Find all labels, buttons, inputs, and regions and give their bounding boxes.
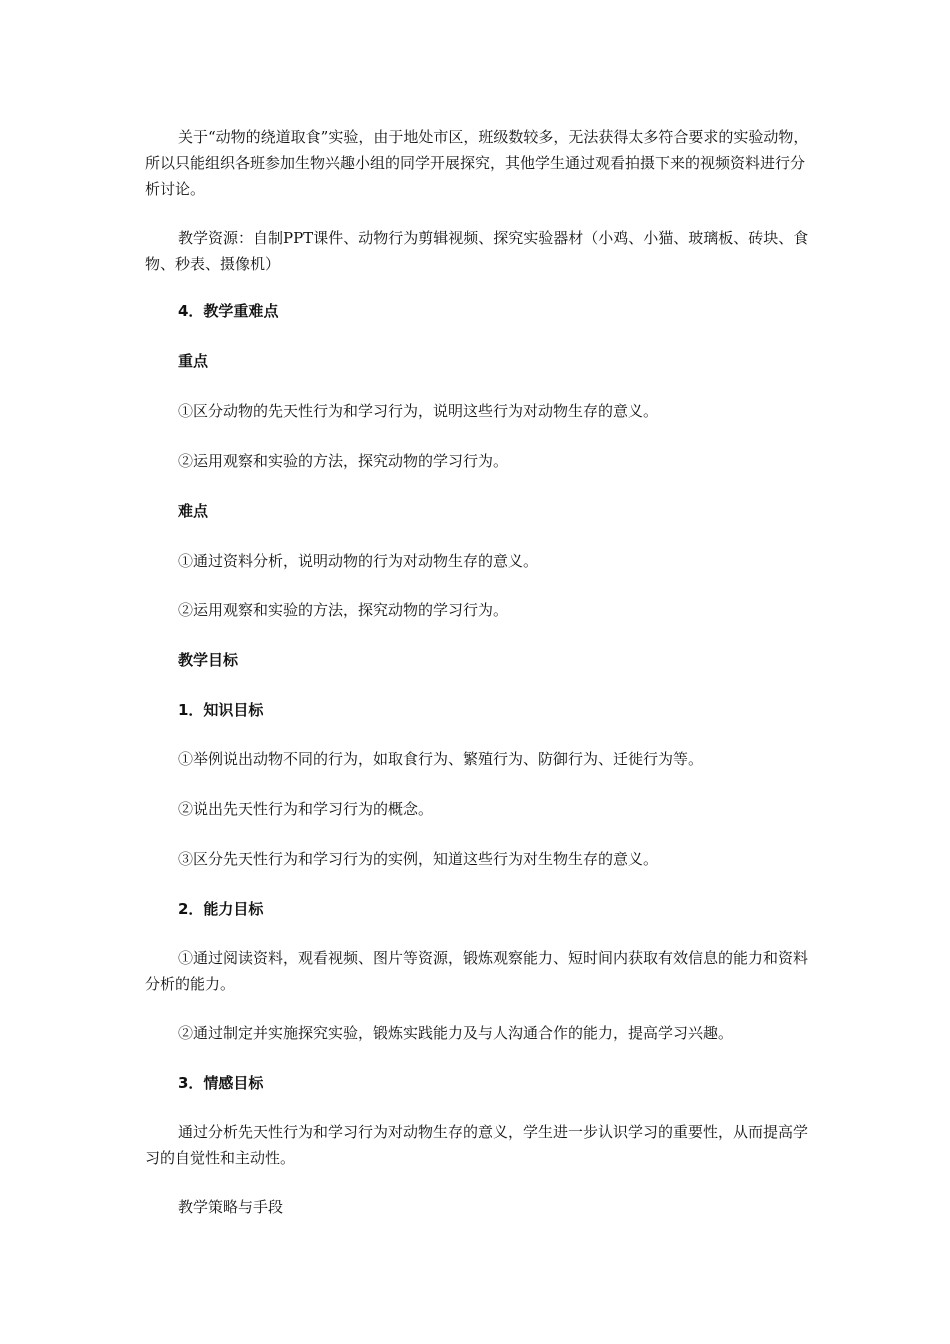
section-heading-key-difficult: 4．教学重难点	[178, 302, 279, 320]
subheading-emotion-goals: 3．情感目标	[178, 1074, 264, 1092]
knowledge-goal-3: ③区分先天性行为和学习行为的实例，知道这些行为对生物生存的意义。	[178, 850, 659, 868]
resources-paragraph: 教学资源：自制PPT课件、动物行为剪辑视频、探究实验器材（小鸡、小猫、玻璃板、砖块、食物、秒表、摄像机）	[145, 229, 809, 273]
subheading-difficult-points: 难点	[178, 502, 209, 520]
difficult-point-1: ①通过资料分析，说明动物的行为对动物生存的意义。	[178, 552, 539, 570]
subheading-key-points: 重点	[178, 352, 209, 370]
emotion-goal-paragraph: 通过分析先天性行为和学习行为对动物生存的意义，学生进一步认识学习的重要性，从而提高学习的自觉性和主动性。	[145, 1123, 809, 1167]
intro-paragraph: 关于“动物的绕道取食”实验，由于地处市区，班级数较多，无法获得太多符合要求的实验动物，所以只能组织各班参加生物兴趣小组的同学开展探究，其他学生通过观看拍摄下来的视频资料进行分析讨论。	[145, 128, 809, 198]
subheading-knowledge-goals: 1．知识目标	[178, 701, 264, 719]
ability-goal-2: ②通过制定并实施探究实验，锻炼实践能力及与人沟通合作的能力，提高学习兴趣。	[178, 1024, 734, 1042]
key-point-2: ②运用观察和实验的方法，探究动物的学习行为。	[178, 452, 509, 470]
knowledge-goal-1: ①举例说出动物不同的行为，如取食行为、繁殖行为、防御行为、迁徙行为等。	[178, 750, 704, 768]
section-heading-goals: 教学目标	[178, 651, 239, 669]
subheading-ability-goals: 2．能力目标	[178, 900, 264, 918]
ability-goal-1: ①通过阅读资料，观看视频、图片等资源，锻炼观察能力、短时间内获取有效信息的能力和资料分析的能力。	[145, 949, 809, 993]
key-point-1: ①区分动物的先天性行为和学习行为，说明这些行为对动物生存的意义。	[178, 402, 659, 420]
knowledge-goal-2: ②说出先天性行为和学习行为的概念。	[178, 800, 434, 818]
difficult-point-2: ②运用观察和实验的方法，探究动物的学习行为。	[178, 601, 509, 619]
section-heading-strategy: 教学策略与手段	[178, 1198, 284, 1216]
